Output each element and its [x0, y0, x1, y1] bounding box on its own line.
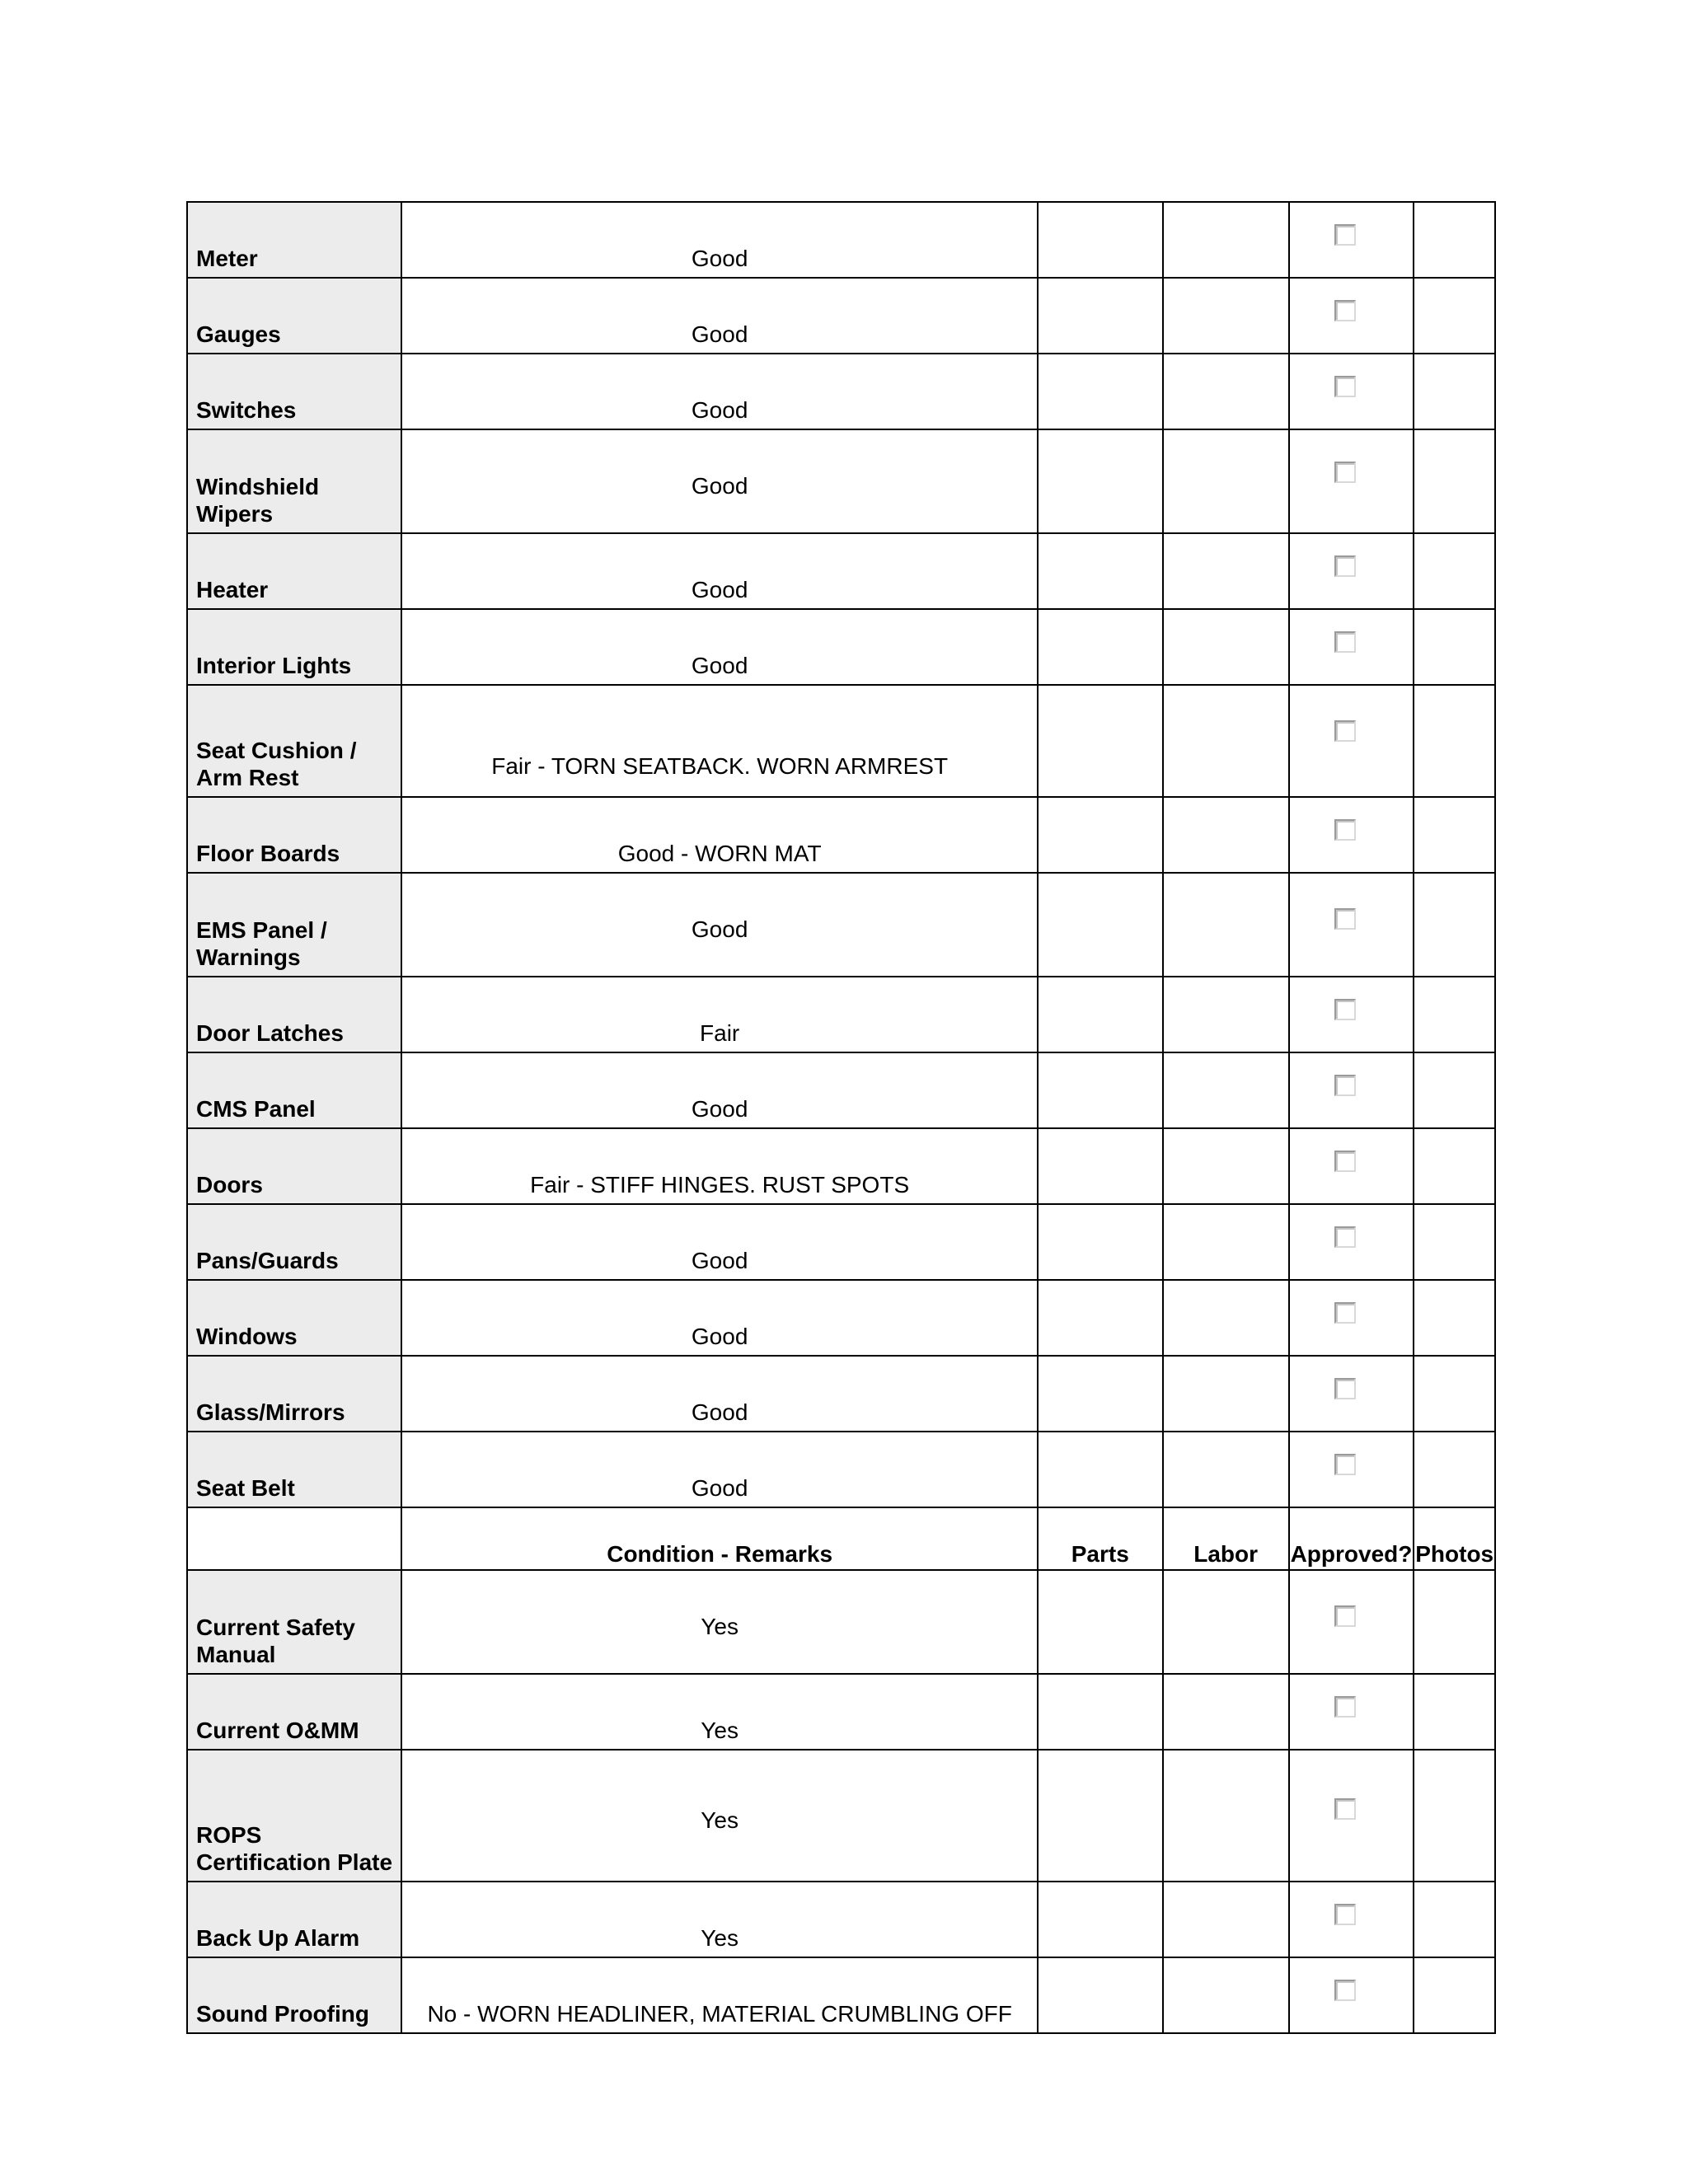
item-label: Glass/Mirrors: [187, 1356, 401, 1432]
labor-cell[interactable]: [1163, 977, 1289, 1052]
approved-checkbox[interactable]: [1334, 819, 1356, 841]
approved-cell: [1289, 1356, 1414, 1432]
table-row: [187, 1882, 1495, 1957]
approved-cell: [1289, 685, 1414, 797]
approved-cell: [1289, 202, 1414, 278]
approved-checkbox[interactable]: [1334, 1980, 1356, 2001]
photos-cell[interactable]: [1414, 1674, 1495, 1750]
item-label: Current O&MM: [187, 1674, 401, 1750]
condition-remark[interactable]: Good: [401, 609, 1037, 685]
condition-remark[interactable]: Yes: [401, 1882, 1037, 1957]
item-label: Current Safety Manual: [187, 1570, 401, 1674]
photos-cell[interactable]: [1414, 1356, 1495, 1432]
table-row: [187, 797, 1495, 873]
condition-remark[interactable]: Fair - TORN SEATBACK. WORN ARMREST: [401, 685, 1037, 797]
condition-remark[interactable]: Good: [401, 533, 1037, 609]
table-row: [187, 354, 1495, 429]
item-label: Seat Belt: [187, 1432, 401, 1507]
table-row: [187, 1674, 1495, 1750]
item-label: Seat Cushion / Arm Rest: [187, 685, 401, 797]
labor-cell[interactable]: [1163, 1674, 1289, 1750]
table-row: [187, 1432, 1495, 1507]
condition-remark[interactable]: Good: [401, 278, 1037, 354]
item-label: Sound Proofing: [187, 1957, 401, 2033]
item-label: Door Latches: [187, 977, 401, 1052]
photos-cell[interactable]: [1414, 202, 1495, 278]
condition-remark[interactable]: Yes: [401, 1750, 1037, 1882]
table-row: [187, 429, 1495, 533]
labor-cell[interactable]: [1163, 873, 1289, 977]
condition-remark[interactable]: Good: [401, 1204, 1037, 1280]
item-label: Floor Boards: [187, 797, 401, 873]
photos-cell[interactable]: [1414, 1882, 1495, 1957]
parts-cell[interactable]: [1038, 1204, 1163, 1280]
labor-cell[interactable]: [1163, 1204, 1289, 1280]
approved-cell: [1289, 873, 1414, 977]
table-row: [187, 609, 1495, 685]
approved-cell: [1289, 797, 1414, 873]
table-row: [187, 1957, 1495, 2033]
approved-checkbox[interactable]: [1334, 1075, 1356, 1096]
item-label: Doors: [187, 1128, 401, 1204]
condition-remark[interactable]: Good: [401, 1356, 1037, 1432]
item-label: Windows: [187, 1280, 401, 1356]
table-row: [187, 1204, 1495, 1280]
table-row: [187, 278, 1495, 354]
parts-cell[interactable]: [1038, 1882, 1163, 1957]
photos-cell[interactable]: [1414, 1570, 1495, 1674]
approved-cell: [1289, 1280, 1414, 1356]
approved-cell: [1289, 278, 1414, 354]
item-label: Gauges: [187, 278, 401, 354]
photos-cell[interactable]: [1414, 429, 1495, 533]
header-photos: Photos: [1414, 1507, 1495, 1570]
labor-cell[interactable]: [1163, 429, 1289, 533]
approved-checkbox[interactable]: [1334, 999, 1356, 1020]
approved-cell: [1289, 354, 1414, 429]
parts-cell[interactable]: [1038, 1356, 1163, 1432]
photos-cell[interactable]: [1414, 797, 1495, 873]
photos-cell[interactable]: [1414, 685, 1495, 797]
approved-checkbox[interactable]: [1334, 376, 1356, 397]
approved-checkbox[interactable]: [1334, 300, 1356, 321]
approved-checkbox[interactable]: [1334, 1302, 1356, 1324]
parts-cell[interactable]: [1038, 429, 1163, 533]
item-label: Back Up Alarm: [187, 1882, 401, 1957]
table-row: [187, 873, 1495, 977]
condition-remark[interactable]: Fair: [401, 977, 1037, 1052]
photos-cell[interactable]: [1414, 1128, 1495, 1204]
photos-cell[interactable]: [1414, 1052, 1495, 1128]
condition-remark[interactable]: Good: [401, 1432, 1037, 1507]
approved-checkbox[interactable]: [1334, 1226, 1356, 1248]
approved-cell: [1289, 977, 1414, 1052]
approved-checkbox[interactable]: [1334, 1454, 1356, 1475]
approved-checkbox[interactable]: [1334, 224, 1356, 246]
table-row: [187, 1570, 1495, 1674]
table-row: [187, 1280, 1495, 1356]
approved-checkbox[interactable]: [1334, 462, 1356, 483]
approved-checkbox[interactable]: [1334, 1151, 1356, 1172]
parts-cell[interactable]: [1038, 873, 1163, 977]
parts-cell[interactable]: [1038, 278, 1163, 354]
labor-cell[interactable]: [1163, 1957, 1289, 2033]
item-label: Meter: [187, 202, 401, 278]
table-row: [187, 685, 1495, 797]
parts-cell[interactable]: [1038, 1432, 1163, 1507]
table-row: [187, 1052, 1495, 1128]
condition-remark[interactable]: Fair - STIFF HINGES. RUST SPOTS: [401, 1128, 1037, 1204]
labor-cell[interactable]: [1163, 609, 1289, 685]
parts-cell[interactable]: [1038, 1128, 1163, 1204]
labor-cell[interactable]: [1163, 1882, 1289, 1957]
item-label: CMS Panel: [187, 1052, 401, 1128]
labor-cell[interactable]: [1163, 533, 1289, 609]
photos-cell[interactable]: [1414, 1280, 1495, 1356]
approved-checkbox[interactable]: [1334, 1696, 1356, 1718]
photos-cell[interactable]: [1414, 1750, 1495, 1882]
header-condition-remarks: Condition - Remarks: [401, 1507, 1037, 1570]
approved-cell: [1289, 1128, 1414, 1204]
approved-checkbox[interactable]: [1334, 1605, 1356, 1627]
approved-checkbox[interactable]: [1334, 1798, 1356, 1820]
header-item: [187, 1507, 401, 1570]
parts-cell[interactable]: [1038, 202, 1163, 278]
header-labor: Labor: [1163, 1507, 1289, 1570]
condition-remark[interactable]: Good: [401, 1280, 1037, 1356]
parts-cell[interactable]: [1038, 533, 1163, 609]
parts-cell[interactable]: [1038, 1052, 1163, 1128]
labor-cell[interactable]: [1163, 685, 1289, 797]
parts-cell[interactable]: [1038, 977, 1163, 1052]
table-row: [187, 1356, 1495, 1432]
table-row: [187, 977, 1495, 1052]
labor-cell[interactable]: [1163, 202, 1289, 278]
labor-cell[interactable]: [1163, 1052, 1289, 1128]
table-row: [187, 1750, 1495, 1882]
item-label: Interior Lights: [187, 609, 401, 685]
labor-cell[interactable]: [1163, 278, 1289, 354]
parts-cell[interactable]: [1038, 354, 1163, 429]
table-row: [187, 533, 1495, 609]
parts-cell[interactable]: [1038, 797, 1163, 873]
approved-cell: [1289, 609, 1414, 685]
photos-cell[interactable]: [1414, 1957, 1495, 2033]
item-label: EMS Panel / Warnings: [187, 873, 401, 977]
approved-checkbox[interactable]: [1334, 1904, 1356, 1925]
item-label: Pans/Guards: [187, 1204, 401, 1280]
approved-cell: [1289, 1674, 1414, 1750]
approved-checkbox[interactable]: [1334, 631, 1356, 653]
parts-cell[interactable]: [1038, 1674, 1163, 1750]
photos-cell[interactable]: [1414, 609, 1495, 685]
labor-cell[interactable]: [1163, 797, 1289, 873]
approved-checkbox[interactable]: [1334, 908, 1356, 930]
photos-cell[interactable]: [1414, 354, 1495, 429]
photos-cell[interactable]: [1414, 1204, 1495, 1280]
photos-cell[interactable]: [1414, 1432, 1495, 1507]
labor-cell[interactable]: [1163, 1570, 1289, 1674]
condition-remark[interactable]: Good: [401, 429, 1037, 533]
table-row: [187, 1128, 1495, 1204]
approved-cell: [1289, 1882, 1414, 1957]
labor-cell[interactable]: [1163, 1356, 1289, 1432]
item-label: Switches: [187, 354, 401, 429]
approved-checkbox[interactable]: [1334, 555, 1356, 577]
approved-cell: [1289, 1750, 1414, 1882]
photos-cell[interactable]: [1414, 278, 1495, 354]
condition-remark[interactable]: No - WORN HEADLINER, MATERIAL CRUMBLING OFF: [401, 1957, 1037, 2033]
approved-cell: [1289, 1204, 1414, 1280]
item-label: ROPS Certification Plate: [187, 1750, 401, 1882]
item-label: Windshield Wipers: [187, 429, 401, 533]
condition-remark[interactable]: Yes: [401, 1570, 1037, 1674]
labor-cell[interactable]: [1163, 1128, 1289, 1204]
table-row: [187, 202, 1495, 278]
parts-cell[interactable]: [1038, 1570, 1163, 1674]
photos-cell[interactable]: [1414, 977, 1495, 1052]
item-label: Heater: [187, 533, 401, 609]
condition-remark[interactable]: Good: [401, 873, 1037, 977]
approved-cell: [1289, 1052, 1414, 1128]
photos-cell[interactable]: [1414, 533, 1495, 609]
header-parts: Parts: [1038, 1507, 1163, 1570]
condition-remark[interactable]: Good - WORN MAT: [401, 797, 1037, 873]
condition-remark[interactable]: Yes: [401, 1674, 1037, 1750]
parts-cell[interactable]: [1038, 1280, 1163, 1356]
parts-cell[interactable]: [1038, 609, 1163, 685]
approved-cell: [1289, 533, 1414, 609]
condition-remark[interactable]: Good: [401, 354, 1037, 429]
condition-remark[interactable]: Good: [401, 202, 1037, 278]
approved-checkbox[interactable]: [1334, 720, 1356, 742]
condition-remark[interactable]: Good: [401, 1052, 1037, 1128]
labor-cell[interactable]: [1163, 354, 1289, 429]
approved-cell: [1289, 1957, 1414, 2033]
approved-cell: [1289, 1432, 1414, 1507]
labor-cell[interactable]: [1163, 1432, 1289, 1507]
approved-cell: [1289, 429, 1414, 533]
labor-cell[interactable]: [1163, 1750, 1289, 1882]
inspection-table: [186, 201, 1496, 2034]
parts-cell[interactable]: [1038, 685, 1163, 797]
table-header-row: [187, 1507, 1495, 1570]
header-approved: Approved?: [1289, 1507, 1414, 1570]
parts-cell[interactable]: [1038, 1957, 1163, 2033]
photos-cell[interactable]: [1414, 873, 1495, 977]
labor-cell[interactable]: [1163, 1280, 1289, 1356]
approved-cell: [1289, 1570, 1414, 1674]
approved-checkbox[interactable]: [1334, 1378, 1356, 1399]
parts-cell[interactable]: [1038, 1750, 1163, 1882]
